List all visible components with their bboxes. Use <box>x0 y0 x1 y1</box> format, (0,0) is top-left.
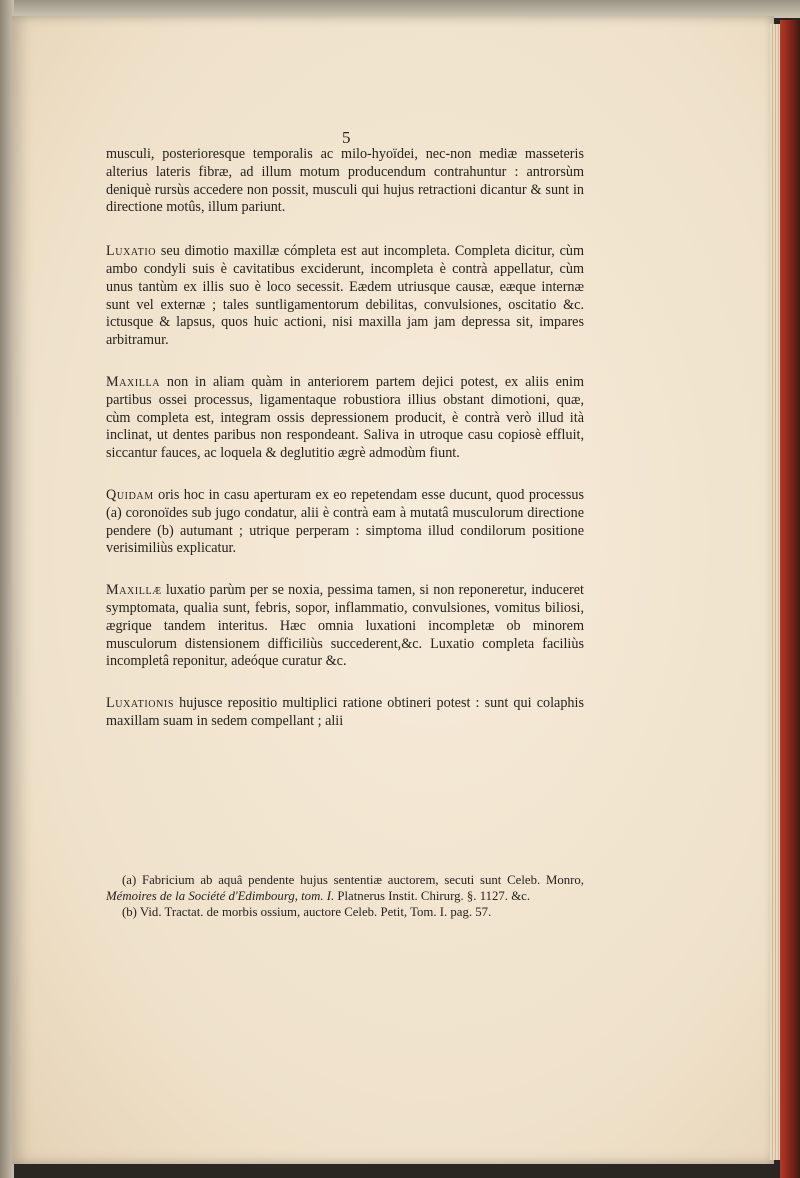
footnote-a <box>106 872 584 904</box>
book-cover-right <box>780 20 800 1178</box>
main-text <box>106 146 584 755</box>
paragraph-4 <box>106 487 584 558</box>
page-number: 5 <box>342 128 351 147</box>
paragraph-lead: Maxilla <box>106 373 161 390</box>
paragraph-2 <box>106 243 584 350</box>
paragraph-3 <box>106 374 584 463</box>
page-edges <box>770 24 780 1160</box>
footnote-citation: Mémoires de la Société d'Edimbourg, tom. I. <box>106 889 335 903</box>
paragraph-text: musculi, posterioresque temporalis ac milo-hyoïdei, nec-non mediæ masseteris alterius lateris fibræ, ad illum motum producendum contrahuntur : antrorsùm deniquè rursùs accedere non possit, musculi qui hujus retractioni dicantur & sunt in directione motûs, illum pariunt. <box>106 146 584 216</box>
footnote-b <box>106 904 584 920</box>
paragraph-text: hujusce repositio multiplici ratione obtineri potest : sunt qui colaphis maxillam suam in sedem compellant ; alii <box>106 695 584 729</box>
paragraph-text: luxatio parùm per se noxia, pessima tamen, si non reponeretur, induceret symptomata, qualia sunt, febris, sopor, inflammatio, convulsiones, vomitus biliosi, ægrique tandem interitus. Hæc omnia luxationi incompletæ ob minorem musculorum distensionem difficiliùs succederent,&c. Luxatio completa faciliùs incompletâ reponitur, adeóque curatur &c. <box>106 582 584 670</box>
paragraph-text: non in aliam quàm in anteriorem partem dejici potest, ex aliis enim partibus ossei processus, ligamentaque robustiora illius obstant dimotioni, quæ, cùm completa est, integram ossis depressionem producit, è contrà verò illud ità inclinat, ut dentes paribus non respondeant. Saliva in utroque casu copiosè effluit, siccantur fauces, ac loquela & deglutitio ægrè admodùm fiunt. <box>106 373 584 462</box>
paragraph-lead: Luxatio <box>106 243 157 260</box>
paragraph-lead: Luxationis <box>106 695 174 712</box>
paragraph-lead: Quidam <box>106 486 154 503</box>
paragraph-5 <box>106 582 584 671</box>
paragraph-1 <box>106 146 584 217</box>
footnotes <box>106 872 584 920</box>
paragraph-6 <box>106 695 584 731</box>
footnote-text-after: Platnerus Instit. Chirurg. §. 1127. &c. <box>334 889 531 903</box>
paragraph-text: seu dimotio maxillæ cómpleta est aut incompleta. Completa dicitur, cùm ambo condyli suis è cavitatibus exciderunt, incompleta è contrà appellatur, cùm unus tantùm ex illis suo è loco secessit. Eædem utriusque causæ, eæque internæ sunt vel externæ ; tales suntligamentorum debilitas, convulsiones, oscitatio &c. ictusque & lapsus, quos huic actioni, nisi maxilla jam jam depressa sit, impares arbitramur. <box>106 243 584 349</box>
footnote-mark: (b) <box>122 905 137 919</box>
paragraph-text: oris hoc in casu aperturam ex eo repetendam esse ducunt, quod processus (a) coronoïdes sub jugo condatur, alii è contrà eam à mutatâ musculorum directione pendere (b) autumant ; utrique perperam : simptoma illud condilorum positione verisimiliùs explicatur. <box>106 486 584 557</box>
footnote-mark: (a) <box>122 873 137 887</box>
paragraph-lead: Maxillæ <box>106 582 162 599</box>
footnote-text: Vid. Tractat. de morbis ossium, auctore Celeb. Petit, Tom. I. pag. 57. <box>136 905 492 919</box>
footnote-text: Fabricium ab aquâ pendente hujus sententiæ auctorem, secuti sunt Celeb. Monro, <box>136 873 584 887</box>
book-page <box>12 16 774 1164</box>
